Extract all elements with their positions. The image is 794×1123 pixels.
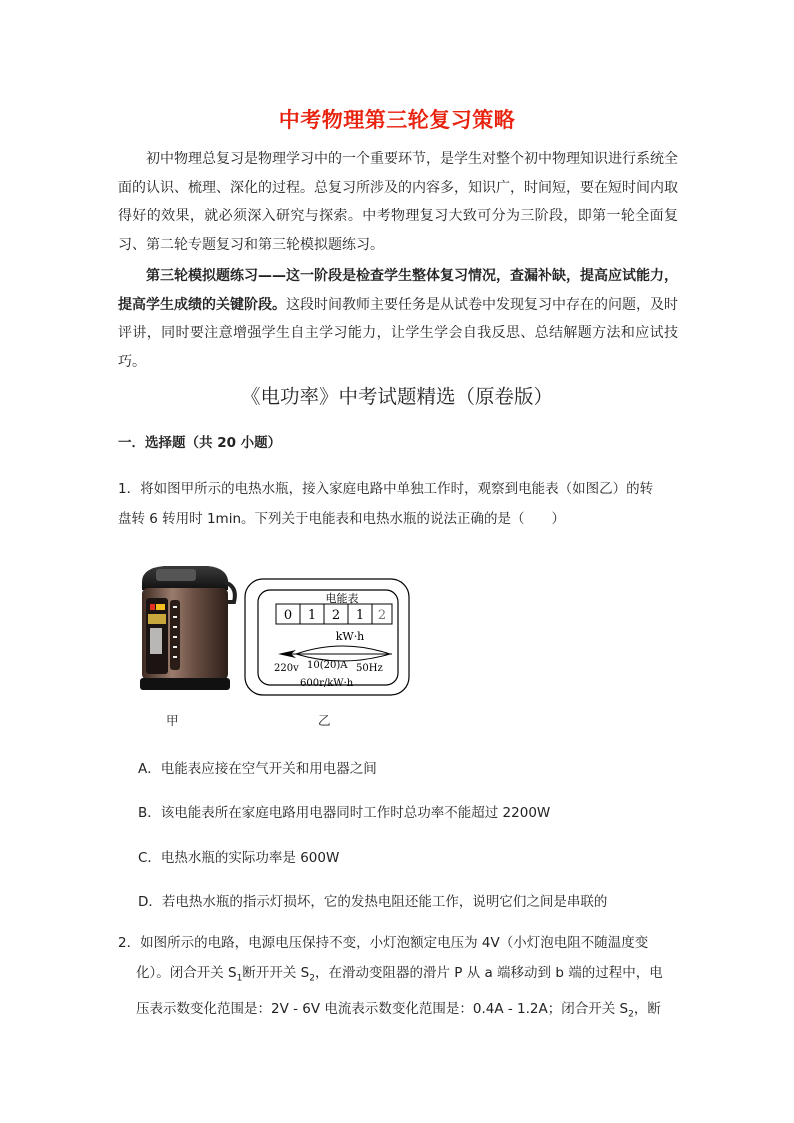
q2-text-a: 化）。闭合开关 S (136, 965, 237, 981)
page-title: 中考物理第三轮复习策略 (278, 108, 516, 132)
q2-text-c: ，在滑动变阻器的滑片 P 从 a 端移动到 b 端的过程中，电 (314, 965, 663, 981)
question-1-line-2: 盘转 6 转用时 1min。下列关于电能表和电热水瓶的说法正确的是（ ） (118, 511, 566, 527)
q2-sub-1: 1 (236, 973, 243, 984)
q2-text-d: 压表示数变化范围是：2V - 6V 电流表示数变化范围是：0.4A - 1.2A；闭合开关 S (136, 1000, 629, 1017)
intro-paragraph-2 (118, 262, 678, 376)
meter-label: 电能表 (325, 592, 359, 605)
meter-revolutions: 600r/kW·h (300, 678, 354, 689)
q2-sub-3: 2 (628, 1009, 634, 1020)
meter-digit-4: 1 (355, 608, 365, 623)
question-1-line-1: 1．将如图甲所示的电热水瓶，接入家庭电路中单独工作时，观察到电能表（如图乙）的转 (118, 481, 654, 497)
meter-digit-5: 2 (377, 608, 387, 623)
intro-text-1: 初中物理总复习是物理学习中的一个重要环节，是学生对整个初中物理知识进行系统全面的认识、梳理、深化的过程。总复习所涉及的内容多，知识广，时间短，要在短时间内取得好的效果，就必须深入研究与探索。中考物理复习大致可分为三阶段，即第一轮全面复习、第二轮专题复习和第三轮模拟题练习。 (118, 151, 678, 253)
q2-text-b: 断开开关 S (242, 965, 310, 981)
meter-digit-2: 1 (307, 608, 317, 623)
option-b: B．该电能表所在家庭电路用电器同时工作时总功率不能超过 2200W (138, 805, 551, 821)
q2-sub-2: 2 (309, 973, 315, 984)
intro-text-2: 这段时间教师主要任务是从试卷中发现复习中存在的问题，及时评讲，同时要注意增强学生自主学习能力，让学生学会自我反思、总结解题方法和应试技巧。 (118, 296, 678, 370)
question-2-line-1: 2．如图所示的电路，电源电压保持不变，小灯泡额定电压为 4V（小灯泡电阻不随温度变 (118, 935, 649, 951)
question-2-line-2 (118, 958, 683, 994)
intro-paragraph-1 (118, 145, 678, 259)
electric-kettle-image (134, 560, 238, 694)
figure-a-caption: 甲 (166, 713, 179, 728)
intro-bold-text: 第三轮模拟题练习——这一阶段是检查学生整体复习情况，查漏补缺，提高应试能力，提高学生成绩的关键阶段。 (118, 268, 678, 313)
meter-digit-1: 0 (283, 608, 293, 623)
meter-current: 10(20)A (307, 660, 348, 671)
electricity-meter-diagram (244, 578, 412, 698)
exam-subtitle: 《电功率》中考试题精选（原卷版） (240, 385, 553, 408)
question-2-line-3 (118, 994, 683, 1030)
meter-voltage: 220v (274, 663, 299, 674)
option-d: D．若电热水瓶的指示灯损坏，它的发热电阻还能工作，说明它们之间是串联的 (138, 894, 608, 910)
meter-unit: kW·h (335, 630, 365, 643)
option-a: A．电能表应接在空气开关和用电器之间 (138, 761, 377, 777)
q2-text-e: ，断 (633, 1000, 661, 1017)
meter-digit-3: 2 (331, 608, 341, 623)
section-heading: 一．选择题（共 20 小题） (118, 435, 282, 451)
question-1 (118, 474, 683, 534)
question-2 (118, 928, 683, 1029)
option-c: C．电热水瓶的实际功率是 600W (138, 850, 340, 866)
meter-frequency: 50Hz (356, 663, 383, 674)
figure-b-caption: 乙 (318, 713, 331, 728)
